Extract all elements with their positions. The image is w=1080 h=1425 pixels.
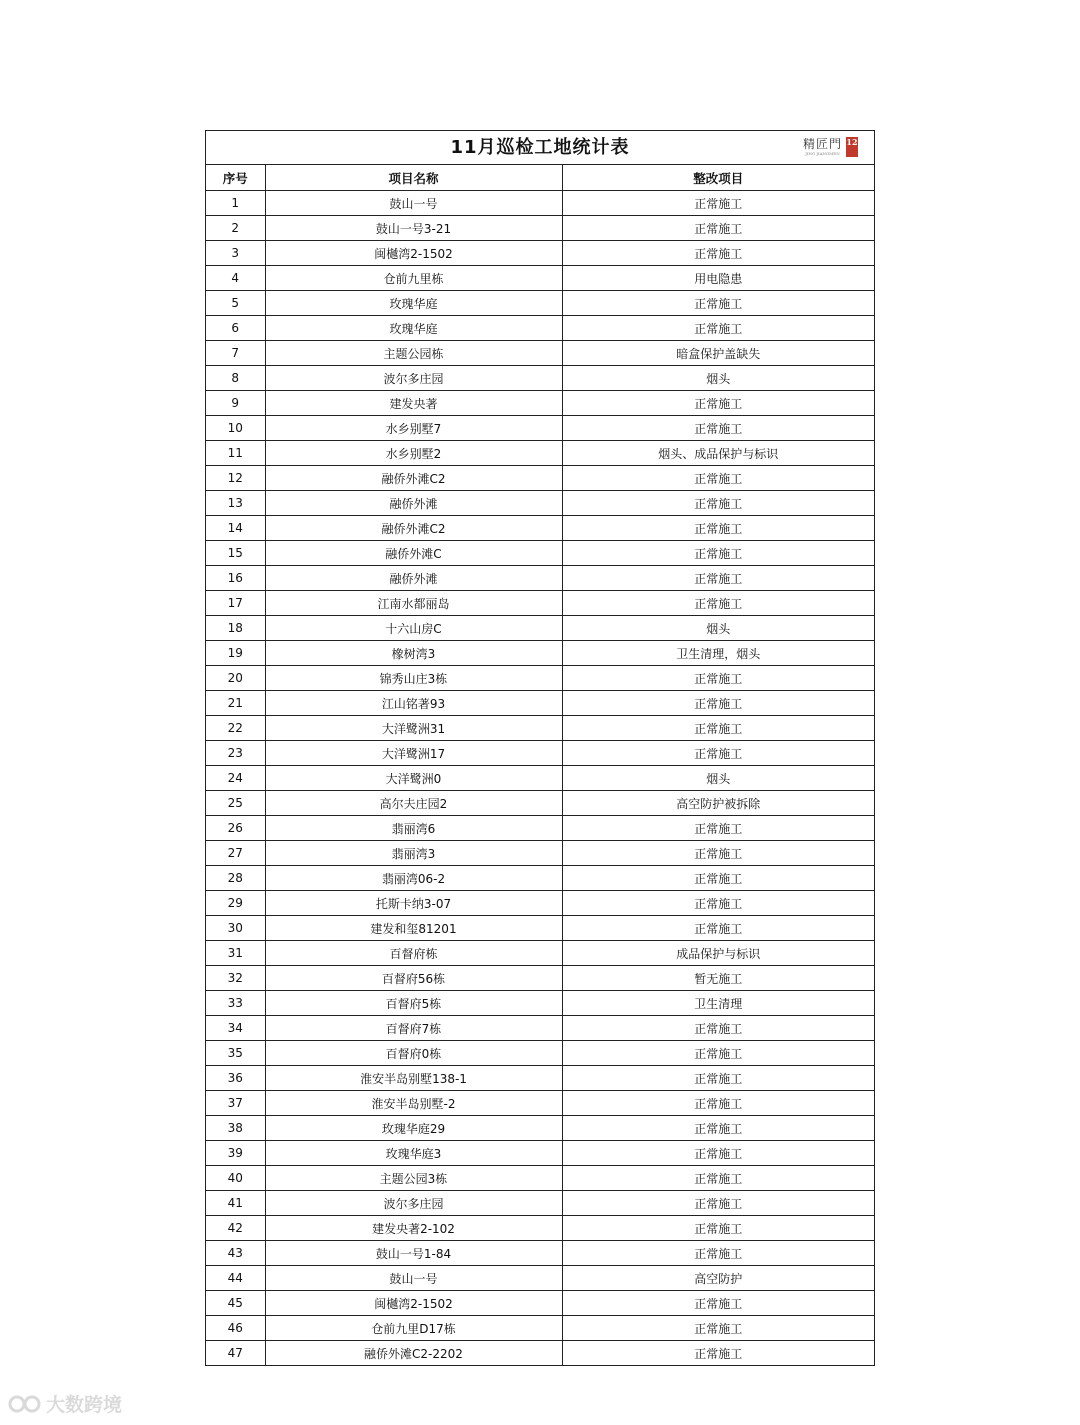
cell-rectification: 高空防护被拆除 xyxy=(562,791,874,816)
cell-project-name: 翡丽湾6 xyxy=(265,816,562,841)
cell-rectification: 正常施工 xyxy=(562,216,874,241)
table-row xyxy=(206,916,874,941)
cell-project-name: 江山铭著93 xyxy=(265,691,562,716)
table-row xyxy=(206,891,874,916)
cell-serial: 34 xyxy=(206,1016,265,1041)
table-row xyxy=(206,791,874,816)
cell-rectification: 正常施工 xyxy=(562,1291,874,1316)
table-row xyxy=(206,616,874,641)
cell-serial: 10 xyxy=(206,416,265,441)
cell-rectification: 正常施工 xyxy=(562,316,874,341)
table-row xyxy=(206,441,874,466)
table-row xyxy=(206,266,874,291)
cell-project-name: 玫瑰华庭 xyxy=(265,291,562,316)
table-row xyxy=(206,941,874,966)
cell-rectification: 正常施工 xyxy=(562,541,874,566)
table-row xyxy=(206,191,874,216)
cell-serial: 30 xyxy=(206,916,265,941)
table-row xyxy=(206,1341,874,1366)
table-header-row xyxy=(206,165,874,191)
cell-rectification: 正常施工 xyxy=(562,666,874,691)
cell-serial: 16 xyxy=(206,566,265,591)
cell-serial: 9 xyxy=(206,391,265,416)
cell-project-name: 鼓山一号3-21 xyxy=(265,216,562,241)
table-row xyxy=(206,316,874,341)
cell-rectification: 正常施工 xyxy=(562,866,874,891)
cell-serial: 21 xyxy=(206,691,265,716)
cell-serial: 24 xyxy=(206,766,265,791)
cell-serial: 15 xyxy=(206,541,265,566)
cell-serial: 47 xyxy=(206,1341,265,1366)
cell-serial: 37 xyxy=(206,1091,265,1116)
cell-serial: 12 xyxy=(206,466,265,491)
cell-serial: 25 xyxy=(206,791,265,816)
table-row xyxy=(206,991,874,1016)
cell-serial: 43 xyxy=(206,1241,265,1266)
cell-serial: 2 xyxy=(206,216,265,241)
sheet-title: 11月巡检工地统计表 xyxy=(450,137,630,158)
cell-rectification: 正常施工 xyxy=(562,1016,874,1041)
cell-serial: 17 xyxy=(206,591,265,616)
cell-project-name: 高尔夫庄园2 xyxy=(265,791,562,816)
cell-project-name: 水乡别墅7 xyxy=(265,416,562,441)
table-row xyxy=(206,1241,874,1266)
cell-rectification: 暗盒保护盖缺失 xyxy=(562,341,874,366)
cell-serial: 26 xyxy=(206,816,265,841)
table-row xyxy=(206,566,874,591)
cell-project-name: 玫瑰华庭29 xyxy=(265,1116,562,1141)
cell-rectification: 正常施工 xyxy=(562,1216,874,1241)
cell-rectification: 成品保护与标识 xyxy=(562,941,874,966)
cell-rectification: 正常施工 xyxy=(562,291,874,316)
cell-rectification: 正常施工 xyxy=(562,241,874,266)
cell-project-name: 百督府7栋 xyxy=(265,1016,562,1041)
cell-project-name: 波尔多庄园 xyxy=(265,1191,562,1216)
cell-rectification: 正常施工 xyxy=(562,1066,874,1091)
cell-rectification: 正常施工 xyxy=(562,566,874,591)
cell-rectification: 正常施工 xyxy=(562,591,874,616)
cell-project-name: 淮安半岛别墅-2 xyxy=(265,1091,562,1116)
table-row xyxy=(206,491,874,516)
table-row xyxy=(206,1191,874,1216)
inspection-table xyxy=(206,165,874,1365)
cell-rectification: 高空防护 xyxy=(562,1266,874,1291)
cell-rectification: 正常施工 xyxy=(562,191,874,216)
cell-rectification: 正常施工 xyxy=(562,691,874,716)
brand-logo-text: 精匠門 JING JIANGMEN xyxy=(802,137,842,156)
cell-serial: 31 xyxy=(206,941,265,966)
cell-serial: 19 xyxy=(206,641,265,666)
cell-serial: 44 xyxy=(206,1266,265,1291)
cell-project-name: 大洋鹭洲31 xyxy=(265,716,562,741)
table-row xyxy=(206,816,874,841)
table-row xyxy=(206,866,874,891)
cell-rectification: 正常施工 xyxy=(562,466,874,491)
cell-project-name: 橡树湾3 xyxy=(265,641,562,666)
cell-serial: 14 xyxy=(206,516,265,541)
cell-project-name: 仓前九里D17栋 xyxy=(265,1316,562,1341)
cell-project-name: 百督府5栋 xyxy=(265,991,562,1016)
watermark-logo-icon xyxy=(8,1393,42,1415)
cell-rectification: 正常施工 xyxy=(562,516,874,541)
cell-serial: 39 xyxy=(206,1141,265,1166)
cell-rectification: 正常施工 xyxy=(562,391,874,416)
cell-rectification: 正常施工 xyxy=(562,1191,874,1216)
cell-serial: 22 xyxy=(206,716,265,741)
cell-rectification: 用电隐患 xyxy=(562,266,874,291)
table-row xyxy=(206,1066,874,1091)
cell-serial: 3 xyxy=(206,241,265,266)
cell-project-name: 托斯卡纳3-07 xyxy=(265,891,562,916)
table-row xyxy=(206,1216,874,1241)
cell-project-name: 闽樾湾2-1502 xyxy=(265,1291,562,1316)
cell-project-name: 鼓山一号1-84 xyxy=(265,1241,562,1266)
table-row xyxy=(206,966,874,991)
cell-project-name: 主题公园3栋 xyxy=(265,1166,562,1191)
table-row xyxy=(206,466,874,491)
cell-serial: 46 xyxy=(206,1316,265,1341)
watermark-text: 大数跨境 xyxy=(46,1394,123,1416)
cell-project-name: 翡丽湾06-2 xyxy=(265,866,562,891)
cell-serial: 27 xyxy=(206,841,265,866)
cell-project-name: 融侨外滩 xyxy=(265,566,562,591)
table-row xyxy=(206,1041,874,1066)
cell-rectification: 正常施工 xyxy=(562,416,874,441)
cell-project-name: 玫瑰华庭 xyxy=(265,316,562,341)
cell-rectification: 正常施工 xyxy=(562,1116,874,1141)
cell-serial: 33 xyxy=(206,991,265,1016)
table-row xyxy=(206,1291,874,1316)
inspection-sheet xyxy=(205,130,875,1366)
cell-project-name: 鼓山一号 xyxy=(265,1266,562,1291)
cell-rectification: 烟头 xyxy=(562,616,874,641)
cell-project-name: 大洋鹭洲17 xyxy=(265,741,562,766)
cell-rectification: 正常施工 xyxy=(562,1091,874,1116)
title-row xyxy=(206,131,874,165)
cell-project-name: 淮安半岛别墅138-1 xyxy=(265,1066,562,1091)
cell-serial: 35 xyxy=(206,1041,265,1066)
cell-project-name: 江南水都丽岛 xyxy=(265,591,562,616)
cell-serial: 20 xyxy=(206,666,265,691)
cell-project-name: 融侨外滩C2 xyxy=(265,516,562,541)
cell-project-name: 百督府栋 xyxy=(265,941,562,966)
cell-project-name: 建发和玺81201 xyxy=(265,916,562,941)
cell-serial: 4 xyxy=(206,266,265,291)
cell-project-name: 大洋鹭洲0 xyxy=(265,766,562,791)
table-row xyxy=(206,591,874,616)
cell-rectification: 正常施工 xyxy=(562,1166,874,1191)
table-row xyxy=(206,1016,874,1041)
cell-rectification: 暂无施工 xyxy=(562,966,874,991)
brand-seal-icon: 12 xyxy=(846,137,858,157)
cell-serial: 6 xyxy=(206,316,265,341)
cell-serial: 1 xyxy=(206,191,265,216)
cell-project-name: 鼓山一号 xyxy=(265,191,562,216)
table-row xyxy=(206,641,874,666)
cell-rectification: 正常施工 xyxy=(562,816,874,841)
cell-serial: 23 xyxy=(206,741,265,766)
table-row xyxy=(206,1091,874,1116)
table-row xyxy=(206,516,874,541)
table-row xyxy=(206,1166,874,1191)
cell-project-name: 波尔多庄园 xyxy=(265,366,562,391)
table-row xyxy=(206,416,874,441)
table-row xyxy=(206,741,874,766)
cell-rectification: 正常施工 xyxy=(562,1241,874,1266)
table-row xyxy=(206,366,874,391)
cell-serial: 41 xyxy=(206,1191,265,1216)
cell-project-name: 百督府56栋 xyxy=(265,966,562,991)
cell-serial: 7 xyxy=(206,341,265,366)
cell-project-name: 融侨外滩C2 xyxy=(265,466,562,491)
cell-rectification: 卫生清理，烟头 xyxy=(562,641,874,666)
table-row xyxy=(206,766,874,791)
cell-rectification: 正常施工 xyxy=(562,1141,874,1166)
table-row xyxy=(206,691,874,716)
cell-project-name: 主题公园栋 xyxy=(265,341,562,366)
table-row xyxy=(206,1266,874,1291)
table-row xyxy=(206,541,874,566)
cell-rectification: 正常施工 xyxy=(562,841,874,866)
cell-rectification: 正常施工 xyxy=(562,716,874,741)
table-row xyxy=(206,841,874,866)
cell-project-name: 玫瑰华庭3 xyxy=(265,1141,562,1166)
cell-rectification: 正常施工 xyxy=(562,891,874,916)
cell-project-name: 融侨外滩C xyxy=(265,541,562,566)
cell-project-name: 锦秀山庄3栋 xyxy=(265,666,562,691)
cell-serial: 45 xyxy=(206,1291,265,1316)
cell-serial: 32 xyxy=(206,966,265,991)
table-row xyxy=(206,1116,874,1141)
cell-project-name: 百督府0栋 xyxy=(265,1041,562,1066)
cell-serial: 42 xyxy=(206,1216,265,1241)
header-project-name: 项目名称 xyxy=(265,165,562,191)
cell-rectification: 正常施工 xyxy=(562,1041,874,1066)
cell-rectification: 烟头、成品保护与标识 xyxy=(562,441,874,466)
cell-rectification: 正常施工 xyxy=(694,1346,743,1361)
cell-serial: 5 xyxy=(206,291,265,316)
cell-serial: 38 xyxy=(206,1116,265,1141)
cell-project-name: 建发央著2-102 xyxy=(265,1216,562,1241)
header-rectification: 整改项目 xyxy=(562,165,874,191)
cell-serial: 40 xyxy=(206,1166,265,1191)
table-row xyxy=(206,216,874,241)
header-serial: 序号 xyxy=(206,165,265,191)
table-row xyxy=(206,291,874,316)
table-row xyxy=(206,391,874,416)
table-body xyxy=(206,191,874,1366)
cell-rectification: 烟头 xyxy=(562,766,874,791)
cell-rectification: 正常施工 xyxy=(562,1316,874,1341)
cell-project-name: 仓前九里栋 xyxy=(265,266,562,291)
cell-serial: 18 xyxy=(206,616,265,641)
table-row xyxy=(206,341,874,366)
cell-project-name: 融侨外滩C2-2202 xyxy=(265,1341,562,1366)
cell-rectification: 正常施工 xyxy=(562,916,874,941)
cell-project-name: 闽樾湾2-1502 xyxy=(265,241,562,266)
table-row xyxy=(206,1141,874,1166)
cell-project-name: 建发央著 xyxy=(265,391,562,416)
table-row xyxy=(206,241,874,266)
table-row xyxy=(206,716,874,741)
cell-rectification: 烟头 xyxy=(562,366,874,391)
cell-serial: 8 xyxy=(206,366,265,391)
table-row xyxy=(206,666,874,691)
cell-serial: 36 xyxy=(206,1066,265,1091)
cell-serial: 29 xyxy=(206,891,265,916)
watermark xyxy=(8,1390,122,1417)
cell-rectification: 卫生清理 xyxy=(562,991,874,1016)
cell-serial: 28 xyxy=(206,866,265,891)
cell-serial: 11 xyxy=(206,441,265,466)
cell-project-name: 翡丽湾3 xyxy=(265,841,562,866)
cell-project-name: 十六山房C xyxy=(265,616,562,641)
cell-project-name: 融侨外滩 xyxy=(265,491,562,516)
cell-serial: 13 xyxy=(206,491,265,516)
brand-logo xyxy=(803,134,858,160)
table-row xyxy=(206,1316,874,1341)
cell-project-name: 水乡别墅2 xyxy=(265,441,562,466)
cell-rectification: 正常施工 xyxy=(562,491,874,516)
cell-rectification: 正常施工 xyxy=(562,741,874,766)
